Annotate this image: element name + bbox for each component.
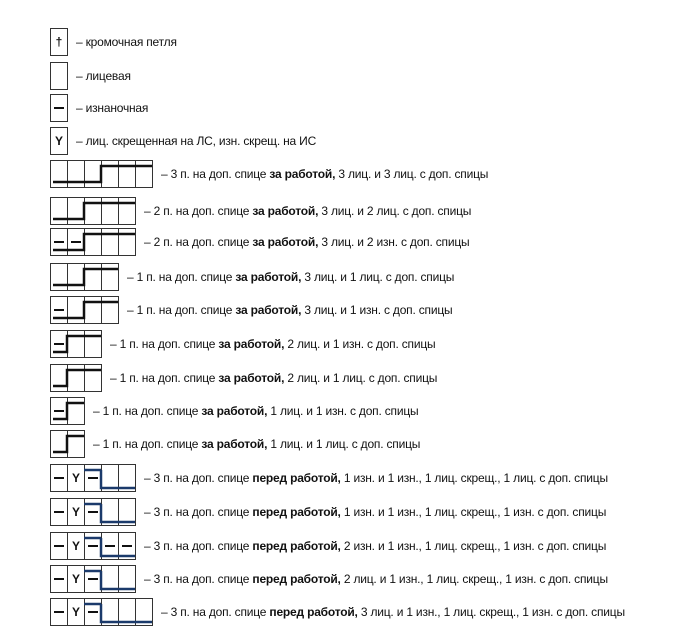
twist-stitch-cell: Y — [67, 498, 85, 526]
symbol-cells — [51, 228, 136, 256]
description-suffix: 2 лиц. и 1 изн. с доп. спицы — [284, 337, 436, 351]
knit-stitch-cell — [67, 364, 85, 392]
purl-stitch-cell — [84, 565, 102, 593]
knit-stitch-cell — [101, 598, 119, 626]
knit-stitch-cell — [50, 364, 68, 392]
knit-stitch-cell — [67, 397, 85, 425]
symbol-cells — [51, 364, 102, 392]
description-emphasis: за работой, — [235, 270, 302, 284]
legend-row — [51, 228, 469, 256]
description-emphasis: перед работой, — [252, 572, 341, 586]
purl-stitch-cell — [50, 498, 68, 526]
knit-stitch-cell — [118, 228, 136, 256]
symbol-cells — [51, 330, 102, 358]
purl-stitch-cell — [67, 228, 85, 256]
twist-stitch-cell: Y — [67, 464, 85, 492]
knit-stitch-cell — [84, 263, 102, 291]
knit-stitch-cell — [84, 296, 102, 324]
description-suffix: 1 изн. и 1 изн., 1 лиц. скрещ., 1 лиц. с доп. спицы — [340, 471, 608, 485]
knit-stitch-cell — [67, 330, 85, 358]
symbol-cells — [51, 94, 68, 122]
purl-stitch-cell — [50, 598, 68, 626]
knit-stitch-cell — [118, 197, 136, 225]
knit-stitch-cell — [118, 565, 136, 593]
symbol-cells — [51, 565, 136, 593]
legend-description — [93, 404, 418, 418]
legend-description — [144, 204, 471, 218]
legend-description — [127, 303, 452, 317]
description-prefix: – 2 п. на доп. спице — [144, 204, 253, 218]
description-prefix: – 3 п. на доп. спице — [161, 605, 270, 619]
twist-stitch-cell: Y — [67, 565, 85, 593]
description-emphasis: перед работой, — [252, 539, 341, 553]
description-prefix: – 3 п. на доп. спице — [144, 572, 253, 586]
knit-stitch-cell — [67, 160, 85, 188]
legend-row — [51, 94, 148, 122]
description-emphasis: за работой, — [201, 404, 268, 418]
legend-description — [161, 605, 625, 619]
knit-stitch-cell — [50, 62, 68, 90]
description-prefix: – 3 п. на доп. спице — [161, 167, 270, 181]
legend-description: – кромочная петля — [76, 35, 177, 49]
symbol-cells — [51, 28, 68, 56]
description-suffix: 3 лиц. и 1 изн. с доп. спицы — [301, 303, 453, 317]
legend-description — [127, 270, 454, 284]
legend-row — [51, 28, 177, 56]
knit-stitch-cell — [50, 160, 68, 188]
description-suffix: 1 лиц. и 1 изн. с доп. спицы — [267, 404, 419, 418]
knit-stitch-cell — [84, 228, 102, 256]
purl-stitch-cell — [84, 532, 102, 560]
purl-stitch-cell — [118, 532, 136, 560]
knit-stitch-cell — [50, 197, 68, 225]
legend-row — [51, 263, 454, 291]
description-suffix: 3 лиц. и 1 лиц. с доп. спицы — [301, 270, 455, 284]
description-prefix: – 1 п. на доп. спице — [93, 437, 202, 451]
description-suffix: 3 лиц. и 2 изн. с доп. спицы — [318, 235, 470, 249]
description-suffix: 3 лиц. и 1 изн., 1 лиц. скрещ., 1 изн. с доп. спицы — [357, 605, 625, 619]
knit-stitch-cell — [101, 228, 119, 256]
twist-stitch-cell: Y — [50, 127, 68, 155]
legend-description: – изнаночная — [76, 101, 149, 115]
knit-stitch-cell — [101, 565, 119, 593]
description-emphasis: перед работой, — [269, 605, 358, 619]
knit-stitch-cell — [135, 598, 153, 626]
knit-stitch-cell — [101, 263, 119, 291]
purl-stitch-cell — [101, 532, 119, 560]
description-suffix: 2 изн. и 1 изн., 1 лиц. скрещ., 1 изн. с доп. спицы — [340, 539, 607, 553]
knit-stitch-cell — [118, 160, 136, 188]
legend-description — [144, 235, 469, 249]
purl-stitch-cell — [84, 464, 102, 492]
description-emphasis: за работой, — [201, 437, 268, 451]
legend-row — [51, 296, 452, 324]
legend-row — [51, 397, 418, 425]
knit-stitch-cell — [50, 263, 68, 291]
purl-stitch-cell — [50, 94, 68, 122]
symbol-cells — [51, 464, 136, 492]
knit-stitch-cell — [118, 598, 136, 626]
knit-stitch-cell — [84, 330, 102, 358]
description-prefix: – 1 п. на доп. спице — [127, 270, 236, 284]
knit-stitch-cell — [67, 197, 85, 225]
knit-stitch-cell — [135, 160, 153, 188]
knit-stitch-cell — [101, 160, 119, 188]
description-emphasis: перед работой, — [252, 471, 341, 485]
legend-row — [51, 197, 471, 225]
symbol-cells — [51, 296, 119, 324]
description-suffix: 1 изн. и 1 изн., 1 лиц. скрещ., 1 изн. с доп. спицы — [340, 505, 607, 519]
description-emphasis: за работой, — [252, 235, 319, 249]
legend-description — [144, 572, 608, 586]
description-prefix: – 3 п. на доп. спице — [144, 505, 253, 519]
legend-row — [51, 364, 437, 392]
legend-description: – лицевая — [76, 69, 131, 83]
description-emphasis: за работой, — [218, 371, 285, 385]
knit-stitch-cell — [67, 296, 85, 324]
purl-stitch-cell — [50, 330, 68, 358]
knit-stitch-cell — [67, 430, 85, 458]
legend-row — [51, 498, 606, 526]
purl-stitch-cell — [50, 565, 68, 593]
description-prefix: – 1 п. на доп. спице — [110, 337, 219, 351]
description-emphasis: перед работой, — [252, 505, 341, 519]
description-prefix: – 1 п. на доп. спице — [127, 303, 236, 317]
symbol-cells — [51, 430, 85, 458]
purl-stitch-cell — [84, 498, 102, 526]
description-prefix: – 2 п. на доп. спице — [144, 235, 253, 249]
symbol-cells — [51, 62, 68, 90]
twist-stitch-cell: Y — [67, 532, 85, 560]
description-suffix: 3 лиц. и 2 лиц. с доп. спицы — [318, 204, 472, 218]
symbol-cells — [51, 397, 85, 425]
symbol-cells — [51, 532, 136, 560]
purl-stitch-cell — [50, 397, 68, 425]
twist-stitch-cell: Y — [67, 598, 85, 626]
legend-row — [51, 430, 420, 458]
knit-stitch-cell — [84, 160, 102, 188]
legend-row — [51, 62, 131, 90]
legend-row — [51, 464, 608, 492]
purl-stitch-cell — [50, 532, 68, 560]
legend-description — [93, 437, 420, 451]
legend-description — [144, 471, 608, 485]
knit-stitch-cell — [118, 498, 136, 526]
knit-stitch-cell — [101, 498, 119, 526]
symbol-cells — [51, 197, 136, 225]
knit-stitch-cell — [50, 430, 68, 458]
description-prefix: – 3 п. на доп. спице — [144, 539, 253, 553]
legend-description — [110, 337, 435, 351]
edge-stitch-cell: † — [50, 28, 68, 56]
knit-stitch-cell — [84, 197, 102, 225]
legend-description: – лиц. скрещенная на ЛС, изн. скрещ. на ИС — [76, 134, 317, 148]
knit-stitch-cell — [84, 364, 102, 392]
description-prefix: – 1 п. на доп. спице — [110, 371, 219, 385]
description-suffix: 1 лиц. и 1 лиц. с доп. спицы — [267, 437, 421, 451]
description-suffix: 3 лиц. и 3 лиц. с доп. спицы — [335, 167, 489, 181]
symbol-cells — [51, 498, 136, 526]
knit-stitch-cell — [67, 263, 85, 291]
legend-row — [51, 598, 625, 626]
purl-stitch-cell — [84, 598, 102, 626]
legend-description — [161, 167, 488, 181]
purl-stitch-cell — [50, 464, 68, 492]
legend-row — [51, 532, 606, 560]
legend-row — [51, 127, 316, 155]
purl-stitch-cell — [50, 228, 68, 256]
description-suffix: 2 лиц. и 1 лиц. с доп. спицы — [284, 371, 438, 385]
purl-stitch-cell — [50, 296, 68, 324]
description-emphasis: за работой, — [235, 303, 302, 317]
legend-row — [51, 160, 488, 188]
knit-stitch-cell — [118, 464, 136, 492]
description-prefix: – 3 п. на доп. спице — [144, 471, 253, 485]
knit-stitch-cell — [101, 464, 119, 492]
legend-description — [110, 371, 437, 385]
knit-stitch-cell — [101, 296, 119, 324]
symbol-cells — [51, 160, 153, 188]
symbol-cells — [51, 127, 68, 155]
legend-row — [51, 565, 608, 593]
symbol-cells — [51, 598, 153, 626]
description-suffix: 2 лиц. и 1 изн., 1 лиц. скрещ., 1 изн. с доп. спицы — [340, 572, 608, 586]
description-emphasis: за работой, — [252, 204, 319, 218]
description-prefix: – 1 п. на доп. спице — [93, 404, 202, 418]
description-emphasis: за работой, — [269, 167, 336, 181]
legend-description — [144, 539, 606, 553]
legend-description — [144, 505, 606, 519]
symbol-cells — [51, 263, 119, 291]
description-emphasis: за работой, — [218, 337, 285, 351]
knit-stitch-cell — [101, 197, 119, 225]
legend-row — [51, 330, 435, 358]
